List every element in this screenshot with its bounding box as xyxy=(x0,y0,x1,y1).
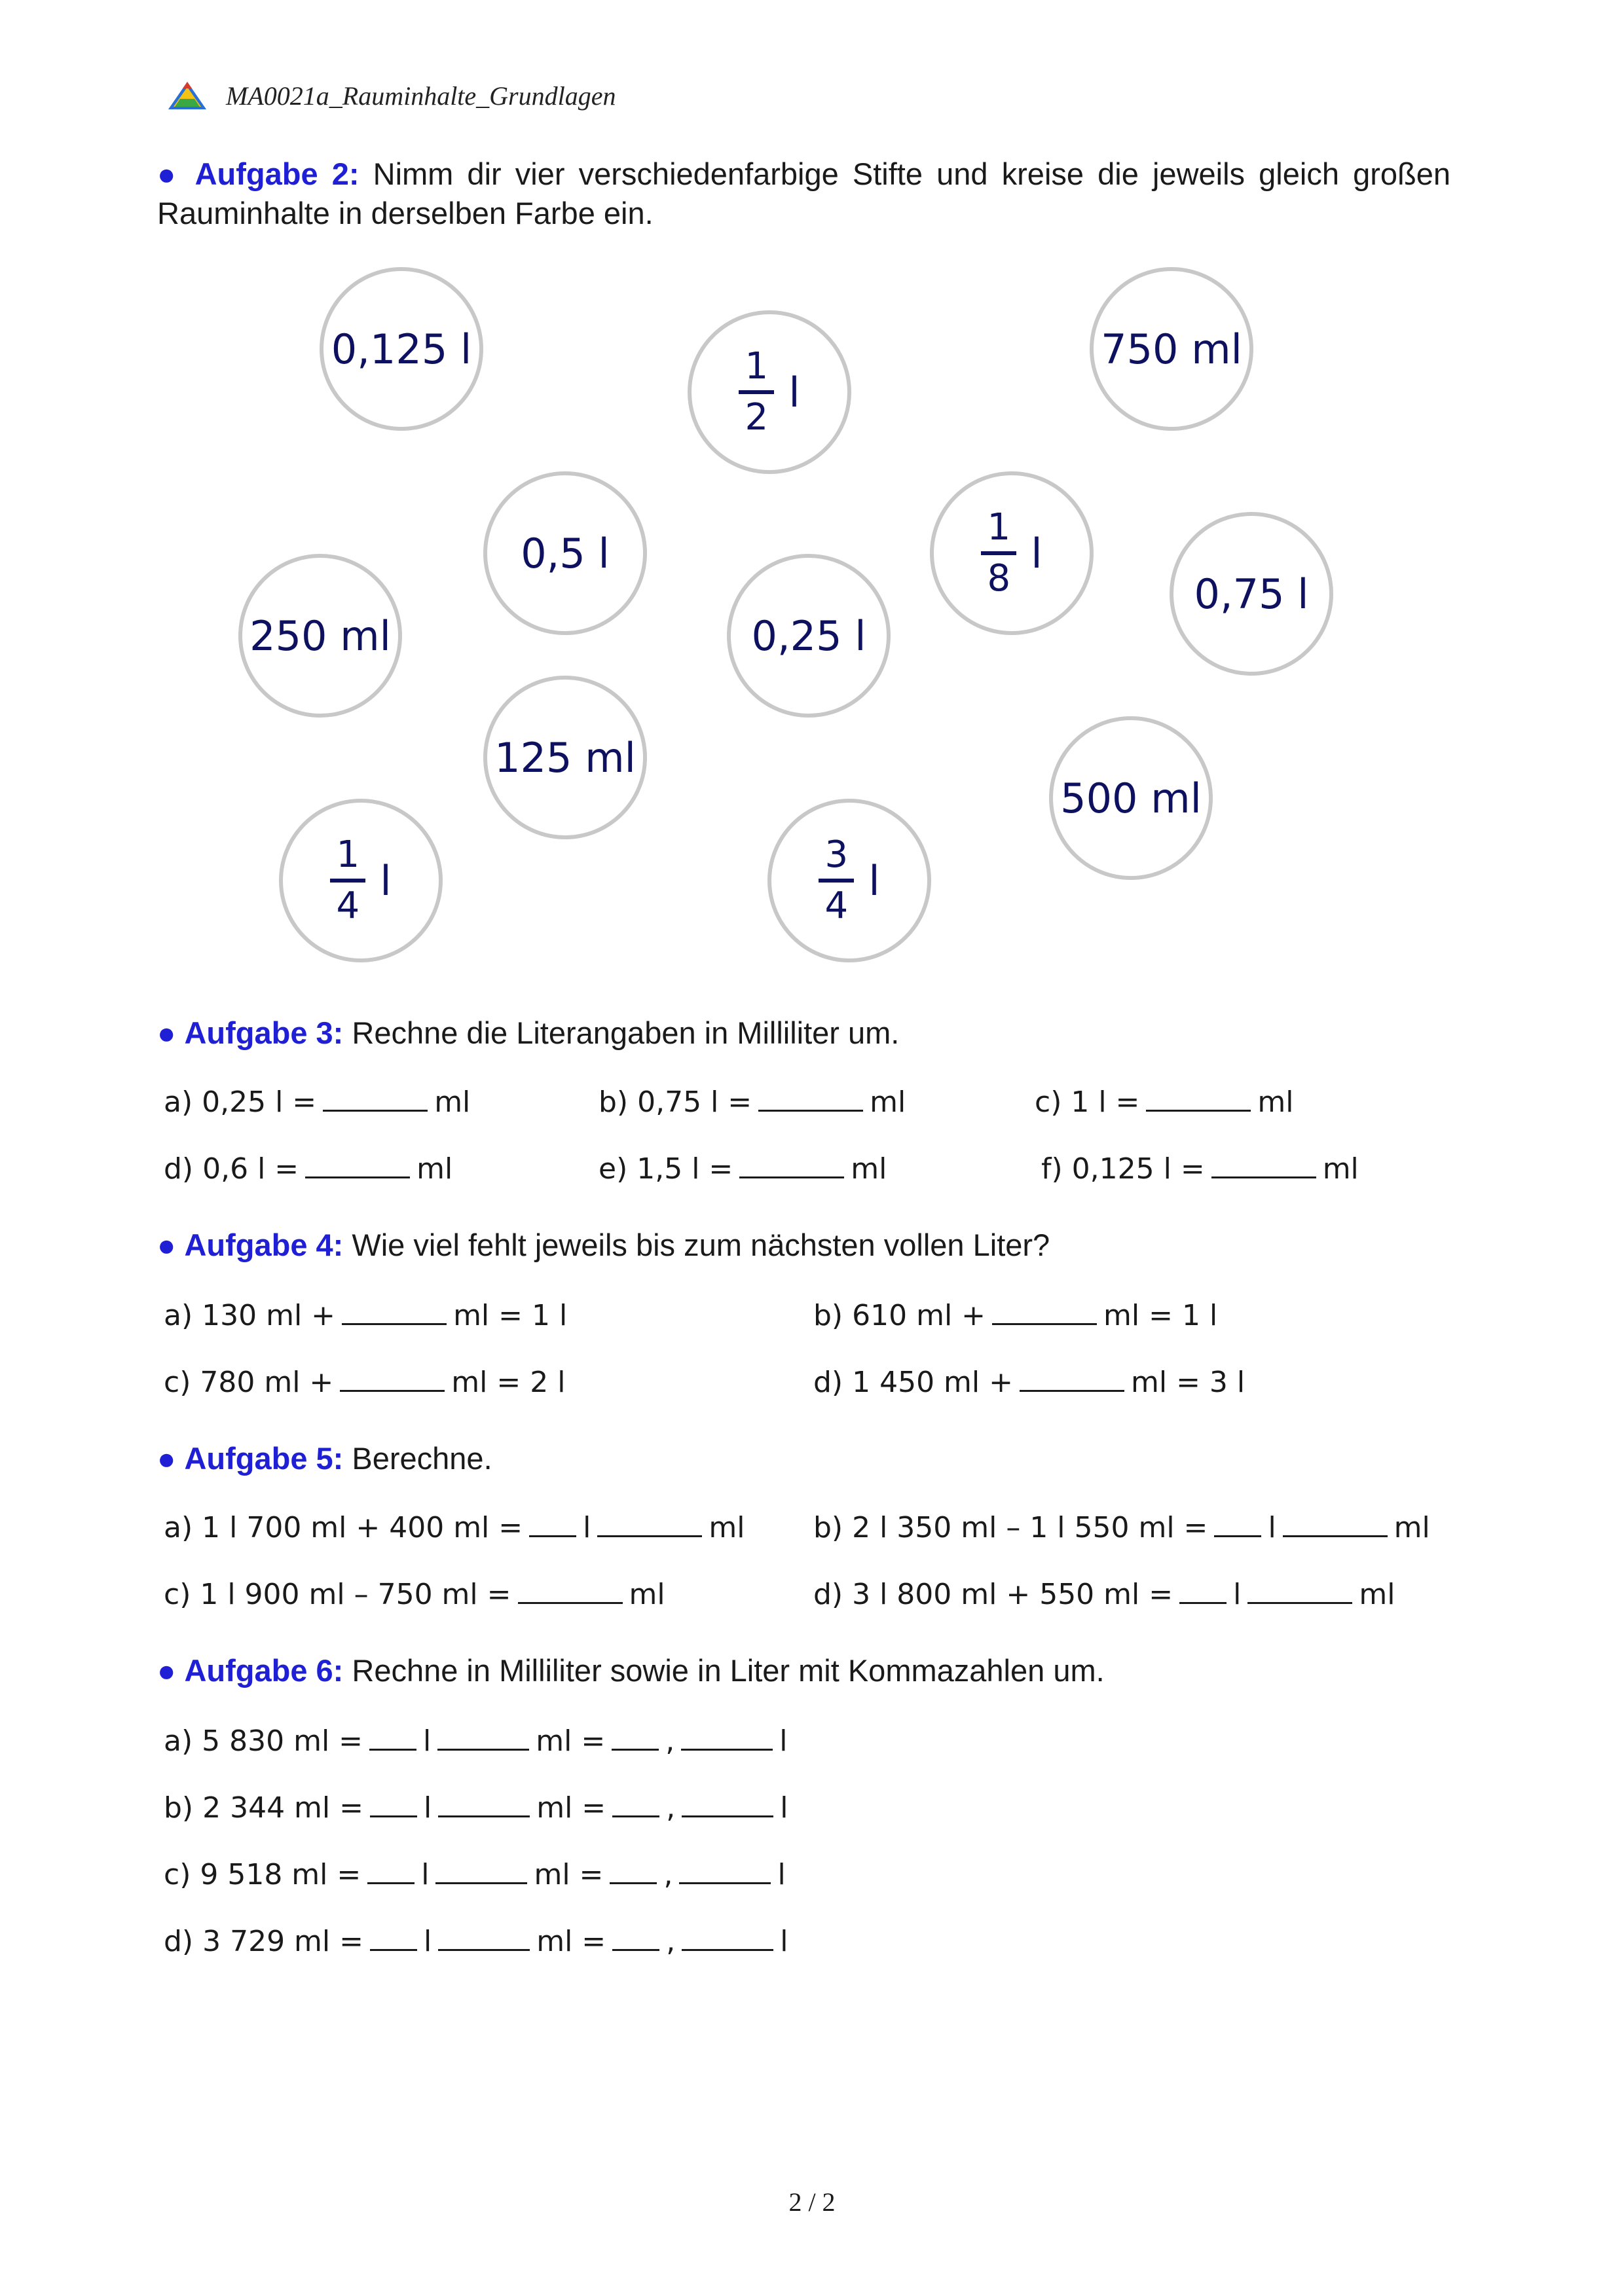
fraction-unit: l xyxy=(380,856,392,905)
triangle-logo-icon xyxy=(167,81,208,111)
unit-l: l xyxy=(421,1858,430,1891)
unit-ml: ml xyxy=(1359,1578,1395,1611)
answer-blank-whole[interactable] xyxy=(612,1791,659,1817)
fraction-unit: l xyxy=(868,856,880,905)
fraction xyxy=(330,834,365,927)
answer-blank-ml[interactable] xyxy=(518,1577,623,1604)
answer-blank-decimal[interactable] xyxy=(679,1857,771,1884)
unit-l: l xyxy=(1233,1578,1242,1611)
fraction-numerator: 1 xyxy=(987,506,1011,549)
unit-liter: l xyxy=(779,1724,788,1758)
item-expr: 3 l 800 ml + 550 ml = xyxy=(852,1578,1173,1611)
task5-item-a xyxy=(164,1510,745,1546)
fraction-denominator: 8 xyxy=(987,557,1011,600)
item-value: 9 518 ml = xyxy=(200,1858,361,1891)
item-letter: d) xyxy=(813,1578,843,1611)
task3-item-c xyxy=(1035,1084,1294,1121)
task3-heading xyxy=(157,1013,1450,1053)
bubble-05l[interactable] xyxy=(483,471,647,635)
item-unit: ml xyxy=(1322,1152,1359,1186)
answer-blank-decimal[interactable] xyxy=(682,1791,773,1817)
item-letter: c) xyxy=(1035,1085,1062,1119)
task6-item-a xyxy=(164,1723,787,1760)
fraction-denominator: 4 xyxy=(336,884,360,927)
fraction xyxy=(819,834,854,927)
item-unit: ml xyxy=(416,1152,453,1186)
item-letter: a) xyxy=(164,1724,193,1758)
fraction-unit: l xyxy=(1031,529,1043,577)
task6-item-b xyxy=(164,1790,788,1827)
task2-heading xyxy=(157,155,1450,233)
task5-item-c xyxy=(164,1576,665,1613)
fraction xyxy=(739,346,774,439)
item-value: 0,75 l = xyxy=(637,1085,752,1119)
answer-blank[interactable] xyxy=(1211,1152,1316,1178)
unit-l: l xyxy=(424,1791,432,1825)
bubble-500ml[interactable] xyxy=(1049,716,1213,880)
bubble-text: 750 ml xyxy=(1101,325,1242,373)
bubble-text: 0,75 l xyxy=(1194,570,1309,618)
answer-blank-ml[interactable] xyxy=(437,1724,529,1751)
answer-blank[interactable] xyxy=(992,1298,1097,1325)
item-letter: d) xyxy=(164,1152,194,1186)
task3-item-f xyxy=(1041,1151,1359,1188)
task3-item-e xyxy=(599,1151,887,1188)
page-header xyxy=(167,76,616,115)
task4-item-c xyxy=(164,1364,565,1401)
bubble-eighth-l[interactable] xyxy=(930,471,1094,635)
task5-heading xyxy=(157,1439,1450,1478)
document-title: MA0021a_Rauminhalte_Grundlagen xyxy=(226,81,616,111)
item-letter: c) xyxy=(164,1858,191,1891)
item-letter: b) xyxy=(813,1299,843,1332)
item-end: ml = 3 l xyxy=(1131,1366,1246,1399)
answer-blank-ml[interactable] xyxy=(1283,1510,1388,1537)
fraction xyxy=(981,507,1016,600)
task6-text: Rechne in Milliliter sowie in Liter mit Kommazahlen um. xyxy=(352,1653,1105,1688)
task5-text: Berechne. xyxy=(352,1441,492,1476)
item-letter: b) xyxy=(164,1791,194,1825)
item-start: 1 450 ml + xyxy=(852,1366,1013,1399)
unit-liter: l xyxy=(777,1858,786,1891)
bubble-text: 0,125 l xyxy=(331,325,472,373)
unit-ml: ml = xyxy=(536,1791,606,1825)
bubble-text: 0,25 l xyxy=(751,611,866,660)
bubble-text: 500 ml xyxy=(1060,774,1202,822)
answer-blank[interactable] xyxy=(739,1152,844,1178)
answer-blank[interactable] xyxy=(305,1152,410,1178)
bubble-125ml[interactable] xyxy=(483,676,647,839)
task3-item-b xyxy=(599,1084,906,1121)
unit-ml: ml xyxy=(709,1511,745,1544)
comma: , xyxy=(666,1791,676,1825)
item-end: ml = 2 l xyxy=(451,1366,566,1399)
unit-ml: ml xyxy=(629,1578,665,1611)
task4-item-a xyxy=(164,1298,567,1334)
item-letter: a) xyxy=(164,1511,193,1544)
unit-ml: ml = xyxy=(534,1858,604,1891)
fraction-bar xyxy=(330,879,365,883)
item-letter: b) xyxy=(599,1085,629,1119)
task3-item-a xyxy=(164,1084,470,1121)
item-value: 0,6 l = xyxy=(202,1152,299,1186)
item-letter: e) xyxy=(599,1152,628,1186)
answer-blank-ml[interactable] xyxy=(1247,1577,1352,1604)
answer-blank-liter[interactable] xyxy=(1214,1510,1261,1537)
task4-item-b xyxy=(813,1298,1217,1334)
task4-heading xyxy=(157,1226,1450,1265)
bubble-075l[interactable] xyxy=(1170,512,1333,676)
answer-blank-whole[interactable] xyxy=(610,1857,657,1884)
answer-blank[interactable] xyxy=(1020,1365,1124,1392)
unit-l: l xyxy=(424,1925,432,1958)
answer-blank[interactable] xyxy=(342,1298,447,1325)
bubble-text: 0,5 l xyxy=(521,529,610,577)
unit-l: l xyxy=(423,1724,432,1758)
task6-label: Aufgabe 6: xyxy=(184,1653,344,1688)
bubble-half-l[interactable] xyxy=(688,310,851,474)
answer-blank-liter[interactable] xyxy=(529,1510,576,1537)
item-letter: f) xyxy=(1041,1152,1063,1186)
unit-l: l xyxy=(1268,1511,1276,1544)
answer-blank-liter[interactable] xyxy=(367,1857,415,1884)
fraction-unit: l xyxy=(788,368,800,416)
fraction-bar xyxy=(981,551,1016,555)
answer-blank[interactable] xyxy=(758,1085,863,1112)
fraction-denominator: 2 xyxy=(745,396,769,439)
answer-blank[interactable] xyxy=(1146,1085,1251,1112)
bubble-0125l[interactable] xyxy=(320,267,483,431)
task6-bullet: ● xyxy=(157,1653,176,1688)
task5-item-d xyxy=(813,1576,1395,1613)
task4-item-d xyxy=(813,1364,1245,1401)
item-value: 2 344 ml = xyxy=(202,1791,363,1825)
answer-blank-decimal[interactable] xyxy=(681,1724,773,1751)
item-letter: d) xyxy=(813,1366,843,1399)
task3-label: Aufgabe 3: xyxy=(184,1015,344,1050)
answer-blank-liter[interactable] xyxy=(370,1791,417,1817)
item-letter: a) xyxy=(164,1299,193,1332)
item-expr: 1 l 700 ml + 400 ml = xyxy=(202,1511,523,1544)
item-expr: 1 l 900 ml – 750 ml = xyxy=(200,1578,511,1611)
task2-bullet: ● xyxy=(157,156,181,191)
unit-liter: l xyxy=(780,1925,788,1958)
item-letter: b) xyxy=(813,1511,843,1544)
task5-bullet: ● xyxy=(157,1441,176,1476)
item-letter: d) xyxy=(164,1925,194,1958)
comma: , xyxy=(666,1925,676,1958)
page-number: 2 / 2 xyxy=(788,2187,836,2217)
bubble-750ml[interactable] xyxy=(1090,267,1253,431)
comma: , xyxy=(663,1858,673,1891)
answer-blank-liter[interactable] xyxy=(369,1724,416,1751)
item-start: 130 ml + xyxy=(202,1299,336,1332)
answer-blank[interactable] xyxy=(340,1365,445,1392)
item-letter: c) xyxy=(164,1578,191,1611)
item-value: 1,5 l = xyxy=(637,1152,733,1186)
task4-label: Aufgabe 4: xyxy=(184,1228,344,1262)
comma: , xyxy=(665,1724,675,1758)
answer-blank-whole[interactable] xyxy=(612,1924,659,1951)
unit-l: l xyxy=(583,1511,591,1544)
item-letter: c) xyxy=(164,1366,191,1399)
task6-item-c xyxy=(164,1857,786,1893)
item-unit: ml xyxy=(870,1085,906,1119)
unit-ml: ml xyxy=(1393,1511,1430,1544)
task3-item-d xyxy=(164,1151,452,1188)
task4-bullet: ● xyxy=(157,1228,176,1262)
answer-blank[interactable] xyxy=(323,1085,428,1112)
item-value: 0,25 l = xyxy=(202,1085,317,1119)
item-expr: 2 l 350 ml – 1 l 550 ml = xyxy=(852,1511,1208,1544)
task6-item-d xyxy=(164,1923,788,1960)
unit-ml: ml = xyxy=(536,1724,606,1758)
bubble-text: 125 ml xyxy=(494,733,636,782)
task5-label: Aufgabe 5: xyxy=(184,1441,344,1476)
bubble-text: 250 ml xyxy=(249,611,391,660)
item-value: 1 l = xyxy=(1071,1085,1140,1119)
item-value: 3 729 ml = xyxy=(202,1925,363,1958)
answer-blank-decimal[interactable] xyxy=(682,1924,773,1951)
item-unit: ml xyxy=(1257,1085,1294,1119)
bubble-threequarter-l[interactable] xyxy=(767,799,931,962)
bubble-quarter-l[interactable] xyxy=(279,799,443,962)
answer-blank-whole[interactable] xyxy=(612,1724,659,1751)
answer-blank-ml[interactable] xyxy=(438,1791,530,1817)
answer-blank-ml[interactable] xyxy=(438,1924,530,1951)
item-value: 0,125 l = xyxy=(1071,1152,1205,1186)
fraction-numerator: 1 xyxy=(336,833,360,876)
item-unit: ml xyxy=(434,1085,471,1119)
item-value: 5 830 ml = xyxy=(202,1724,363,1758)
task2-text: Nimm dir vier verschiedenfarbige Stifte und kreise die jeweils gleich großen Rauminhalte in derselben Farbe ein. xyxy=(157,156,1450,230)
bubble-025l[interactable] xyxy=(727,554,891,718)
answer-blank-ml[interactable] xyxy=(597,1510,702,1537)
fraction-numerator: 1 xyxy=(745,345,769,388)
task3-bullet: ● xyxy=(157,1015,176,1050)
task6-heading xyxy=(157,1651,1450,1690)
item-start: 780 ml + xyxy=(200,1366,334,1399)
item-letter: a) xyxy=(164,1085,193,1119)
bubble-250ml[interactable] xyxy=(238,554,402,718)
fraction-numerator: 3 xyxy=(824,833,849,876)
item-unit: ml xyxy=(851,1152,887,1186)
task5-item-b xyxy=(813,1510,1430,1546)
answer-blank-liter[interactable] xyxy=(1179,1577,1227,1604)
fraction-bar xyxy=(739,390,774,394)
fraction-bar xyxy=(819,879,854,883)
item-end: ml = 1 l xyxy=(1103,1299,1218,1332)
answer-blank-liter[interactable] xyxy=(370,1924,417,1951)
answer-blank-ml[interactable] xyxy=(435,1857,527,1884)
fraction-denominator: 4 xyxy=(824,884,849,927)
unit-ml: ml = xyxy=(536,1925,606,1958)
task2-label: Aufgabe 2: xyxy=(194,156,360,191)
item-end: ml = 1 l xyxy=(453,1299,568,1332)
item-start: 610 ml + xyxy=(852,1299,986,1332)
unit-liter: l xyxy=(780,1791,788,1825)
task3-text: Rechne die Literangaben in Milliliter um. xyxy=(352,1015,900,1050)
task4-text: Wie viel fehlt jeweils bis zum nächsten vollen Liter? xyxy=(352,1228,1050,1262)
